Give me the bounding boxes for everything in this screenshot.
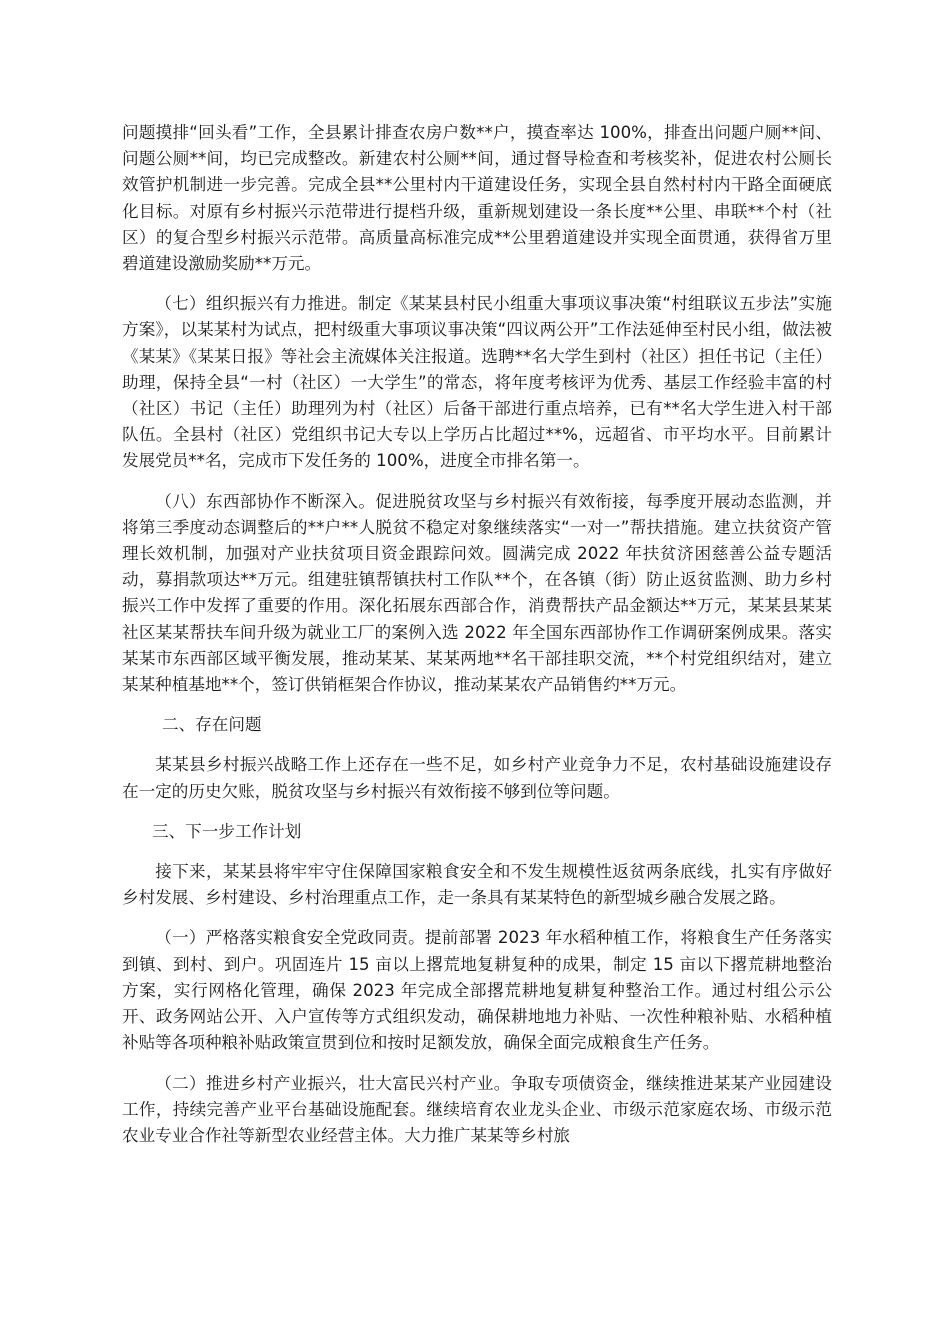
paragraph-next-plan-intro: 接下来，某某县将牢牢守住保障国家粮食安全和不发生规模性返贫两条底线，扎实有序做好乡村发展、乡村建设、乡村治理重点工作，走一条具有某某特色的新型城乡融合发展之路。 [122,862,832,908]
paragraph-organization-revitalization: （七）组织振兴有力推进。制定《某某县村民小组重大事项议事决策“村组联议五步法”实施方案》，以某某村为试点，把村级重大事项议事决策“四议两公开”工作法延伸至村民小组，做法被《某某》《某某日报》等社会主流媒体关注报道。选聘**名大学生到村（社区）担任书记（主任）助理，保持全县“一村（社区）一大学生”的常态，将年度考核评为优秀、基层工作经验丰富的村（社区）书记（主任）助理列为村（社区）后备干部进行重点培养，已有**名大学生进入村干部队伍。全县村（社区）党组织书记大专以上学历占比超过**%，远超省、市平均水平。目前累计发展党员**名，完成市下发任务的 100%，进度全市排名第一。 [122,294,832,471]
section-heading-next-plan: 三、下一步工作计划 [152,821,302,841]
paragraph-problems: 某某县乡村振兴战略工作上还存在一些不足，如乡村产业竞争力不足，农村基础设施建设存在一定的历史欠账，脱贫攻坚与乡村振兴有效衔接不够到位等问题。 [122,755,832,801]
paragraph-east-west-cooperation: （八）东西部协作不断深入。促进脱贫攻坚与乡村振兴有效衔接，每季度开展动态监测，并将第三季度动态调整后的**户**人脱贫不稳定对象继续落实“一对一”帮扶措施。建立扶贫资产管理长效机制，加强对产业扶贫项目资金跟踪问效。圆满完成 2022 年扶贫济困慈善公益专题活动，募捐款项达**万元。组建驻镇帮镇扶村工作队**个，在各镇（街）防止返贫监测、助力乡村振兴工作中发挥了重要的作用。深化拓展东西部合作，消费帮扶产品金额达**万元，某某县某某社区某某帮扶车间升级为就业工厂的案例入选 2022 年全国东西部协作工作调研案例成果。落实某某市东西部区域平衡发展，推动某某、某某两地**名干部挂职交流，**个村党组织结对，建立某某种植基地**个，签订供销框架合作协议，推动某某农产品销售约**万元。 [122,491,832,695]
paragraph-food-security: （一）严格落实粮食安全党政同责。提前部署 2023 年水稻种植工作，将粮食生产任务落实到镇、到村、到户。巩固连片 15 亩以上撂荒地复耕复种的成果，制定 15 亩以下撂荒耕地整治方案，实行网格化管理，确保 2023 年完成全部撂荒耕地复耕复种整治工作。通过村组公示公开、政务网站公开、入户宣传等方式组织发动，确保耕地地力补贴、一次性种粮补贴、水稻种植补贴等各项种粮补贴政策宣贯到位和按时足额发放，确保全面完成粮食生产任务。 [122,928,832,1053]
paragraph-continued: 问题摸排“回头看”工作，全县累计排查农房户数**户，摸查率达 100%，排查出问题户厕**间、问题公厕**间，均已完成整改。新建农村公厕**间，通过督导检查和考核奖补，促进农村公厕长效管护机制进一步完善。完成全县**公里村内干道建设任务，实现全县自然村村内干路全面硬底化目标。对原有乡村振兴示范带进行提档升级，重新规划建设一条长度**公里、串联**个村（社区）的复合型乡村振兴示范带。高质量高标准完成**公里碧道建设并实现全面贯通，获得省万里碧道建设激励奖励**万元。 [122,123,832,274]
paragraph-industry-revitalization: （二）推进乡村产业振兴，壮大富民兴村产业。争取专项债资金，继续推进某某产业园建设工作，持续完善产业平台基础设施配套。继续培育农业龙头企业、市级示范家庭农场、市级示范农业专业合作社等新型农业经营主体。大力推广某某等乡村旅 [122,1073,832,1145]
document-page [122,120,832,1163]
section-heading-problems: 二、存在问题 [162,715,262,735]
